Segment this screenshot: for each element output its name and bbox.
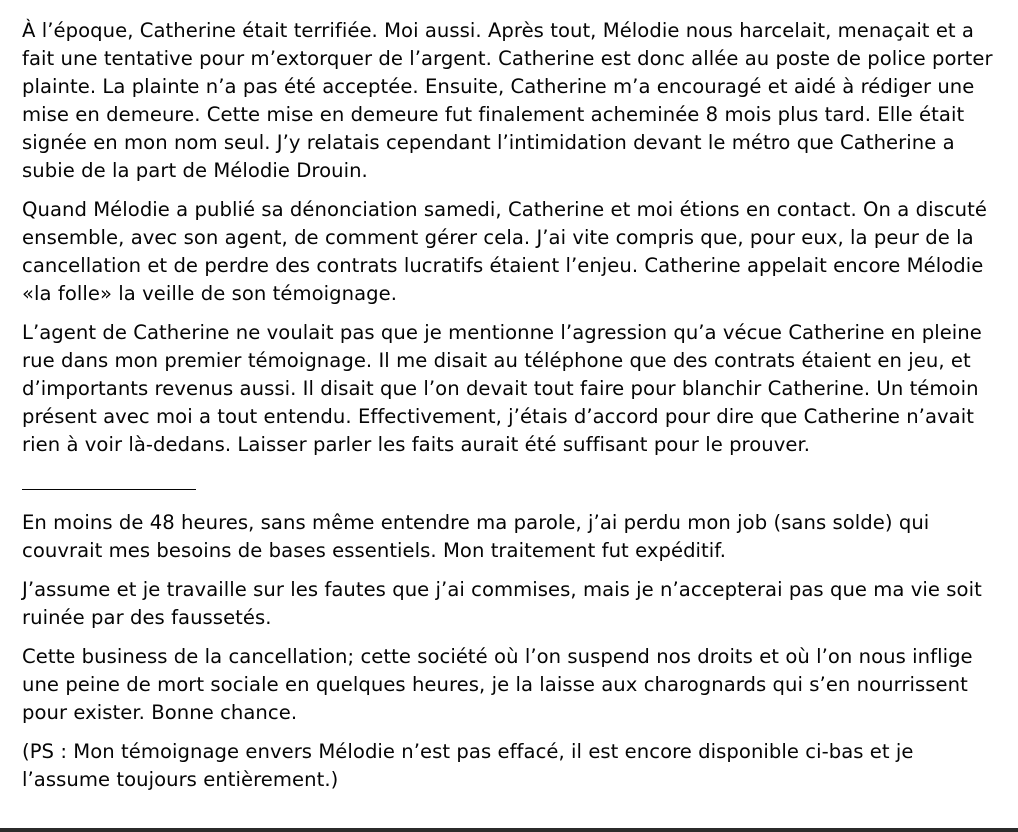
paragraph-1: À l’époque, Catherine était terrifiée. Moi aussi. Après tout, Mélodie nous harcelait, menaçait et a fait une tentative pour m’extorquer de l’argent. Catherine est donc allée au poste de police porter plainte. La plainte n’a pas été acceptée. Ensuite, Catherine m’a encouragé et aidé à rédiger une mise en demeure. Cette mise en demeure fut finalement acheminée 8 mois plus tard. Elle était signée en mon nom seul. J’y relatais cependant l’intimidation devant le métro que Catherine a subie de la part de Mélodie Drouin.: [22, 19, 993, 182]
bottom-divider: [0, 828, 1018, 832]
paragraph-5: J’assume et je travaille sur les fautes que j’ai commises, mais je n’accepterai pas que ma vie soit ruinée par des faussetés.: [22, 578, 982, 629]
section-separator: [22, 470, 1007, 498]
separator-line: [22, 489, 196, 490]
paragraph-4: En moins de 48 heures, sans même entendre ma parole, j’ai perdu mon job (sans solde) qui couvrait mes besoins de bases essentiels. Mon traitement fut expéditif.: [22, 511, 930, 562]
paragraph-2: Quand Mélodie a publié sa dénonciation samedi, Catherine et moi étions en contact. On a discuté ensemble, avec son agent, de comment gérer cela. J’ai vite compris que, pour eux, la peur de la cancellation et de perdre des contrats lucratifs étaient l’enjeu. Catherine appelait encore Mélodie «la folle» la veille de son témoignage.: [22, 198, 987, 305]
paragraph-7: (PS : Mon témoignage envers Mélodie n’est pas effacé, il est encore disponible ci-bas et je l’assume toujours entièrement.): [22, 740, 914, 791]
post-body: [22, 17, 1007, 794]
paragraph-6: Cette business de la cancellation; cette société où l’on suspend nos droits et où l’on nous inflige une peine de mort sociale en quelques heures, je la laisse aux charognards qui s’en nourrissent pour exister. Bonne chance.: [22, 645, 973, 724]
paragraph-3: L’agent de Catherine ne voulait pas que je mentionne l’agression qu’a vécue Catherine en pleine rue dans mon premier témoignage. Il me disait au téléphone que des contrats étaient en jeu, et d’importants revenus aussi. Il disait que l’on devait tout faire pour blanchir Catherine. Un témoin présent avec moi a tout entendu. Effectivement, j’étais d’accord pour dire que Catherine n’avait rien à voir là-dedans. Laisser parler les faits aurait été suffisant pour le prouver.: [22, 321, 982, 456]
